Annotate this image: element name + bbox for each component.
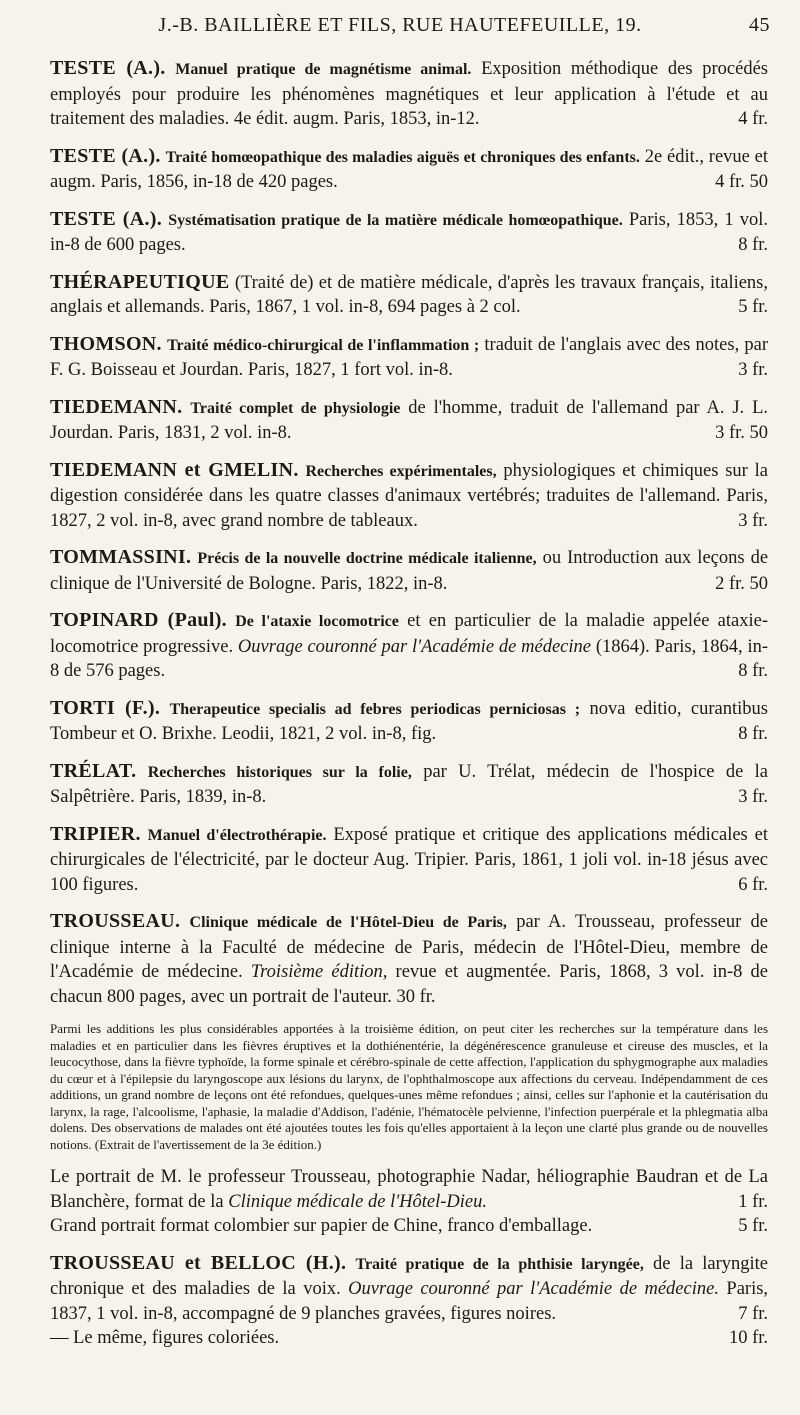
entry-price: 3 fr.	[738, 360, 768, 380]
entry-title: Traité médico-chirurgical de l'inflammation ;	[167, 336, 480, 354]
last-entry	[50, 1251, 768, 1351]
entry-italic: Ouvrage couronné par l'Académie de médecine	[237, 636, 591, 657]
entry-price: 6 fr.	[738, 874, 768, 895]
entry-author: TOMMASSINI.	[50, 546, 192, 568]
catalog-entry	[50, 56, 768, 132]
entry-text: et en particulier de la maladie appelée ataxie-locomotrice progressive.	[50, 611, 768, 657]
entry-sub-price: 10 fr.	[728, 1328, 768, 1348]
entry-title: De l'ataxie locomotrice	[235, 613, 399, 630]
entry-text: de l'homme, traduit de l'allemand par A. J. L. Jourdan. Paris, 1831, 2 vol. in-8.	[50, 397, 769, 443]
entry-title: Clinique médicale de l'Hôtel-Dieu de Paris,	[189, 914, 507, 931]
entry-list	[50, 56, 768, 1009]
entry-title: Traité homœopathique des maladies aiguës et chroniques des enfants.	[165, 148, 640, 166]
catalog-entry	[50, 270, 768, 320]
catalog-entry	[50, 144, 768, 195]
portrait-price-2: 5 fr.	[738, 1216, 768, 1236]
entry-price: 7 fr.	[738, 1303, 768, 1324]
entry-text-2: revue et augmentée. Paris, 1868, 3 vol. in-8 de chacun 800 pages, avec un portrait de l'auteur. 30 fr.	[50, 962, 769, 1007]
catalog-entry	[50, 545, 768, 596]
catalog-body	[50, 56, 768, 1363]
entry-title: Traité complet de physiologie	[190, 399, 401, 417]
entry-price: 2 fr. 50	[715, 573, 768, 594]
entry-author: TESTE (A.).	[50, 144, 161, 167]
entry-title: Précis de la nouvelle doctrine médicale italienne,	[197, 550, 537, 567]
catalog-entry	[50, 909, 768, 1009]
entry-price: 8 fr.	[738, 661, 768, 681]
entry-text: par A. Trousseau, professeur de clinique interne à la Faculté de médecine de Paris, médecin de l'Hôtel-Dieu, membre de l'Académie de médecine.	[50, 912, 769, 982]
portrait-entry	[50, 1165, 768, 1239]
entry-text: ou Introduction aux leçons de clinique de l'Université de Bologne. Paris, 1822, in-8.	[50, 548, 769, 594]
catalog-entry	[50, 696, 768, 747]
note-text: Parmi les additions les plus considérables apportées à la troisième édition, on peut citer les recherches sur la température dans les maladies et en particulier dans les fièvres éruptives et la dothiénentérie, la dégénérescence granuleuse et cireuse des muscles, et la leucocythose, dans la fièvre typhoïde, la forme spinale et cérébro-spinale de cette affection, l'application du sphygmographe aux maladies du cœur et à l'épilepsie du laryngoscope aux lésions du larynx, de l'ophthalmoscope aux affections du cerveau. Indépendamment de ces additions, un grand nombre de leçons ont été refondues, quelques-unes même refondues ; ainsi, celles sur l'aphonie et la cautérisation du larynx, la rage, l'alcoolisme, l'aphasie, la maladie d'Addison, l'adénie, l'hématocèle pelvienne, l'infection puerpérale et la phlegmatia alba dolens. Des observations de malades ont été ajoutées toutes les fois qu'elles apportaient à la leçon une clarté plus grande ou de nouvelles notions. (Extrait de l'avertissement de la 3e édition.)	[50, 1021, 768, 1152]
entry-title: Systématisation pratique de la matière médicale homœopathique.	[168, 211, 623, 229]
catalog-entry	[50, 822, 768, 898]
entry-author: TORTI (F.).	[50, 696, 161, 719]
entry-text: 2e édit., revue et augm. Paris, 1856, in-18 de 420 pages.	[50, 146, 769, 192]
entry-title: Traité pratique de la phthisie laryngée,	[355, 1255, 644, 1273]
entry-price: 5 fr.	[738, 297, 768, 317]
entry-italic: Ouvrage couronné par l'Académie de médecine.	[348, 1279, 719, 1299]
entry-price: 8 fr.	[738, 235, 768, 255]
catalog-entry	[50, 395, 768, 446]
entry-text: par U. Trélat, médecin de l'hospice de la Salpêtrière. Paris, 1839, in-8.	[50, 761, 769, 807]
entry-title: Therapeutice specialis ad febres periodicas perniciosas ;	[169, 700, 581, 718]
entry-author: TROUSSEAU et BELLOC (H.).	[50, 1251, 347, 1274]
catalog-entry	[50, 332, 768, 383]
entry-author: THÉRAPEUTIQUE	[50, 270, 230, 293]
entry-price: 3 fr.	[738, 787, 768, 807]
entry-text: Paris, 1853, 1 vol. in-8 de 600 pages.	[50, 209, 769, 255]
entry-price: 4 fr.	[738, 109, 768, 129]
entry-title: Manuel pratique de magnétisme animal.	[175, 61, 472, 78]
entry-title: Recherches historiques sur la folie,	[147, 763, 412, 781]
entry-author: TRIPIER.	[50, 822, 141, 845]
entry-text: de la laryngite chronique et des maladies de la voix.	[50, 1253, 768, 1299]
portrait-text-2: Grand portrait format colombier sur papier de Chine, franco d'emballage.	[50, 1216, 593, 1236]
note-paragraph	[50, 1021, 768, 1153]
entry-title: Recherches expérimentales,	[305, 462, 497, 480]
portrait-price-1: 1 fr.	[738, 1191, 768, 1212]
entry-sub-text: — Le même, figures coloriées.	[50, 1328, 280, 1348]
entry-text: (Traité de) et de matière médicale, d'après les travaux français, italiens, anglais et allemands. Paris, 1867, 1 vol. in-8, 694 pages à 2 col.	[50, 272, 769, 317]
entry-author: TOPINARD (Paul).	[50, 609, 227, 631]
entry-author: TIEDEMANN et GMELIN.	[50, 458, 299, 481]
catalog-entry	[50, 759, 768, 810]
portrait-italic: Clinique médicale de l'Hôtel-Dieu.	[228, 1191, 488, 1212]
entry-author: TROUSSEAU.	[50, 910, 181, 932]
catalog-entry	[50, 458, 768, 534]
entry-price: 8 fr.	[738, 724, 768, 744]
catalog-entry	[50, 608, 768, 684]
entry-text: Exposition méthodique des procédés employés pour produire les phénomènes magnétiques et leur application à l'étude et au traitement des maladies. 4e édit. augm. Paris, 1853, in-12.	[50, 59, 769, 129]
entry-text: Exposé pratique et critique des applications médicales et chirurgicales de l'électricité, par le docteur Aug. Tripier. Paris, 1861, 1 joli vol. in-18 jésus avec 100 figures.	[50, 824, 769, 895]
page-number: 45	[749, 14, 770, 36]
portrait-text: Le portrait de M. le professeur Trousseau, photographie Nadar, héliographie Baudran et de La Blanchère, format de la	[50, 1167, 768, 1212]
entry-author: TESTE (A.).	[50, 207, 163, 230]
entry-text: physiologiques et chimiques sur la digestion considérée dans les quatre classes d'animaux vertébrés; traduites de l'allemand. Paris, 1827, 2 vol. in-8, avec grand nombre de tableaux.	[50, 460, 768, 531]
entry-author: TRÉLAT.	[50, 759, 137, 782]
catalog-entry	[50, 207, 768, 258]
entry-text: nova editio, curantibus Tombeur et O. Brixhe. Leodii, 1821, 2 vol. in-8, fig.	[50, 698, 768, 744]
entry-text-2: (1864). Paris, 1864, in-8 de 576 pages.	[50, 636, 769, 681]
entry-italic: Troisième édition,	[250, 962, 388, 982]
entry-title: Manuel d'électrothérapie.	[147, 826, 327, 844]
entry-price: 3 fr.	[738, 510, 768, 531]
entry-text-2: Paris, 1837, 1 vol. in-8, accompagné de 9 planches gravées, figures noires.	[50, 1279, 769, 1324]
entry-author: TIEDEMANN.	[50, 395, 183, 418]
entry-author: TESTE (A.).	[50, 57, 166, 79]
header-title: J.-B. BAILLIÈRE ET FILS, RUE HAUTEFEUILLE, 19.	[158, 14, 642, 36]
entry-price: 3 fr. 50	[715, 423, 768, 443]
entry-author: THOMSON.	[50, 332, 162, 355]
entry-text: traduit de l'anglais avec des notes, par F. G. Boisseau et Jourdan. Paris, 1827, 1 fort vol. in-8.	[50, 334, 769, 380]
entry-price: 4 fr. 50	[715, 172, 768, 192]
